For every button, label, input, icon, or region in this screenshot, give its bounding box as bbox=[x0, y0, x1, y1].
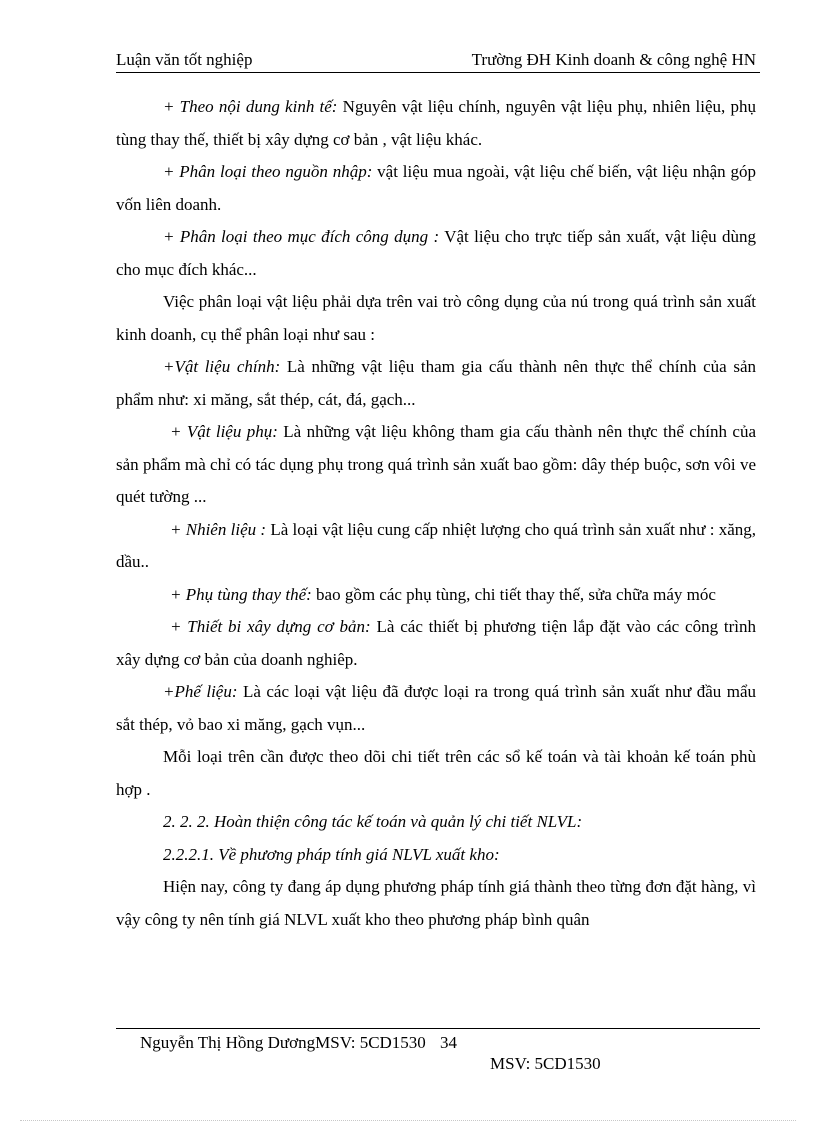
page-bottom-border bbox=[20, 1120, 796, 1121]
paragraph-label: +Vật liệu chính: bbox=[163, 357, 281, 376]
paragraph-label: + Phân loại theo nguồn nhập: bbox=[163, 162, 373, 181]
paragraph-text: Là những vật liệu tham gia cấu thành nên thực thể chính của sản phẩm như: xi măng, sắt thép, cát, đá, gạch... bbox=[116, 357, 756, 409]
paragraph-phe-lieu bbox=[116, 676, 756, 741]
paragraph-text: Là những vật liệu không tham gia cấu thành nên thực thể chính của sản phẩm mà chỉ có tác dụng phụ trong quá trình sản xuất bao gồm: dây thép buộc, sơn vôi ve quét tường ... bbox=[116, 422, 757, 506]
paragraph-label: 2. 2. 2. Hoàn thiện công tác kế toán và quản lý chi tiết NLVL: bbox=[163, 812, 583, 831]
paragraph-text: Việc phân loại vật liệu phải dựa trên vai trò công dụng của nú trong quá trình sản xuất kinh doanh, cụ thể phân loại như sau : bbox=[116, 292, 756, 344]
paragraph-label: +Phế liệu: bbox=[163, 682, 238, 701]
paragraph-label: + Phụ tùng thay thế: bbox=[170, 584, 312, 604]
page-header bbox=[116, 50, 760, 73]
paragraph-text: Là các thiết bị phương tiện lắp đặt vào các công trình xây dựng cơ bản của doanh nghiêp. bbox=[116, 617, 756, 669]
footer-author: Nguyễn Thị Hồng DươngMSV: 5CD1530 bbox=[140, 1033, 426, 1052]
paragraph-nhien-lieu bbox=[116, 514, 756, 579]
paragraph-theo-noi-dung bbox=[116, 91, 756, 156]
paragraph-text: bao gồm các phụ tùng, chi tiết thay thế, sửa chữa máy móc bbox=[311, 584, 716, 604]
header-left-text: Luận văn tốt nghiệp bbox=[116, 50, 253, 69]
paragraph-nguon-nhap bbox=[116, 156, 756, 221]
paragraph-label: + Vật liệu phụ: bbox=[170, 422, 278, 441]
paragraph-text: Là các loại vật liệu đã được loại ra trong quá trình sản xuất như đầu mẩu sắt thép, vỏ bao xi măng, gạch vụn... bbox=[116, 682, 756, 734]
section-heading-2-2-2 bbox=[116, 806, 756, 839]
footer-divider bbox=[116, 1028, 760, 1029]
paragraph-vat-lieu-chinh bbox=[116, 351, 756, 416]
paragraph-text: Là loại vật liệu cung cấp nhiệt lượng cho quá trình sản xuất như : xăng, dầu.. bbox=[116, 519, 756, 571]
paragraph-phan-loai bbox=[116, 286, 756, 351]
paragraph-label: + Nhiên liệu : bbox=[170, 519, 267, 539]
page-number: 34 bbox=[440, 1033, 457, 1052]
body-text bbox=[116, 91, 756, 936]
paragraph-text: Hiện nay, công ty đang áp dụng phương pháp tính giá thành theo từng đơn đặt hàng, vì vậy công ty nên tính giá NLVL xuất kho theo phương pháp bình quân bbox=[116, 877, 756, 929]
paragraph-hien-nay bbox=[116, 871, 756, 936]
header-right-text: Trường ĐH Kinh doanh & công nghệ HN bbox=[471, 50, 756, 69]
paragraph-text: Vật liệu cho trực tiếp sản xuất, vật liệu dùng cho mục đích khác... bbox=[116, 227, 756, 279]
paragraph-text: Mỗi loại trên cần được theo dõi chi tiết trên các sổ kế toán và tài khoản kế toán phù hợp . bbox=[116, 747, 756, 799]
paragraph-muc-dich bbox=[116, 221, 756, 286]
paragraph-text: Nguyên vật liệu chính, nguyên vật liệu phụ, nhiên liệu, phụ tùng thay thế, thiết bị xây dựng cơ bản , vật liệu khác. bbox=[116, 97, 756, 149]
paragraph-thiet-bi bbox=[116, 611, 756, 676]
paragraph-phu-tung bbox=[116, 579, 756, 612]
paragraph-vat-lieu-phu bbox=[116, 416, 756, 514]
paragraph-label: + Phân loại theo mục đích công dụng : bbox=[163, 227, 440, 246]
paragraph-label: + Theo nội dung kinh tế: bbox=[163, 97, 338, 116]
section-heading-2-2-2-1 bbox=[116, 839, 756, 872]
paragraph-moi-loai bbox=[116, 741, 756, 806]
paragraph-text: vật liệu mua ngoài, vật liệu chế biến, vật liệu nhận góp vốn liên doanh. bbox=[116, 162, 756, 214]
footer-student-id: MSV: 5CD1530 bbox=[490, 1054, 601, 1073]
paragraph-label: 2.2.2.1. Về phương pháp tính giá NLVL xuất kho: bbox=[163, 844, 500, 864]
paragraph-label: + Thiết bi xây dựng cơ bản: bbox=[170, 617, 371, 636]
